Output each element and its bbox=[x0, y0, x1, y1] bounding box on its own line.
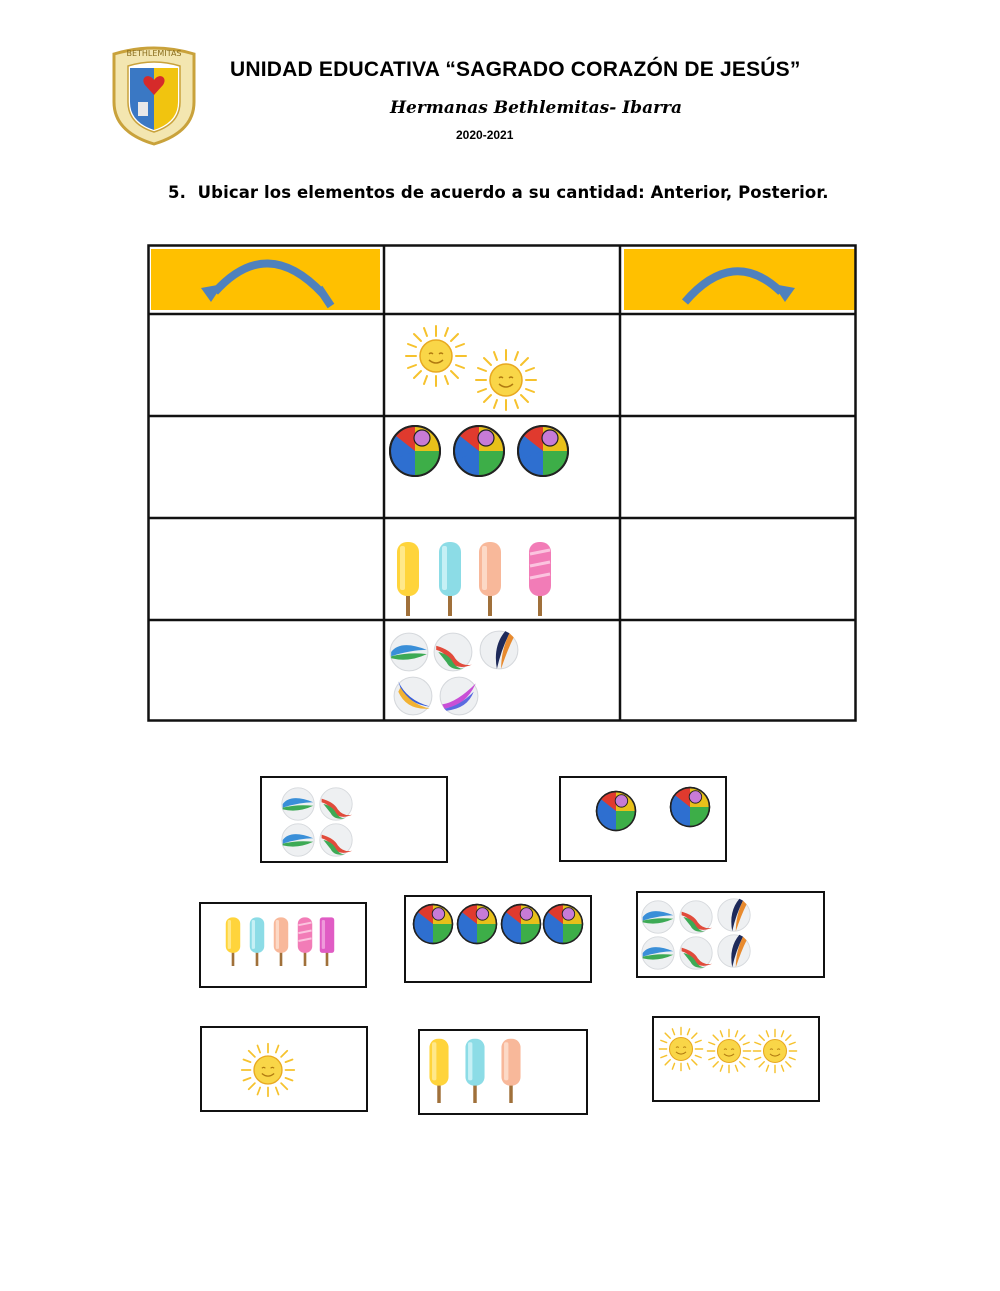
header-anterior-cell bbox=[151, 249, 380, 310]
school-title: UNIDAD EDUCATIVA “SAGRADO CORAZÓN DE JESÚS” bbox=[230, 58, 801, 81]
header-reference-cell bbox=[386, 249, 620, 310]
card-sun-1[interactable] bbox=[200, 1026, 368, 1112]
instruction-number: 5. bbox=[168, 183, 186, 202]
drop-posterior-row-1[interactable] bbox=[622, 316, 854, 414]
card-balls-4[interactable] bbox=[404, 895, 592, 983]
reference-suns bbox=[386, 316, 618, 414]
beach-balls-icon bbox=[561, 778, 724, 859]
drop-anterior-row-1[interactable] bbox=[150, 316, 382, 414]
drop-anterior-row-4[interactable] bbox=[150, 622, 382, 720]
school-subtitle: Hermanas Bethlemitas- Ibarra bbox=[390, 98, 683, 118]
drop-posterior-row-2[interactable] bbox=[622, 418, 854, 516]
card-marbles-4[interactable] bbox=[260, 776, 448, 863]
drop-posterior-row-3[interactable] bbox=[622, 520, 854, 618]
drop-posterior-row-4[interactable] bbox=[622, 622, 854, 720]
sun-icon bbox=[202, 1028, 365, 1109]
marbles-icon bbox=[638, 893, 822, 975]
beach-balls-icon bbox=[406, 897, 589, 980]
header-posterior-cell bbox=[624, 249, 855, 310]
card-popsicles-3[interactable] bbox=[418, 1029, 588, 1115]
popsicles-icon bbox=[201, 904, 364, 985]
card-marbles-6[interactable] bbox=[636, 891, 825, 978]
school-logo bbox=[108, 44, 200, 146]
reference-balls bbox=[386, 418, 618, 516]
card-balls-2[interactable] bbox=[559, 776, 727, 862]
instruction-text: Ubicar los elementos de acuerdo a su cantidad: Anterior, Posterior. bbox=[197, 183, 829, 202]
drop-anterior-row-2[interactable] bbox=[150, 418, 382, 516]
card-popsicles-5[interactable] bbox=[199, 902, 367, 988]
svg-text:BETHLEMITAS: BETHLEMITAS bbox=[126, 49, 182, 58]
instruction bbox=[168, 183, 829, 202]
card-suns-3[interactable] bbox=[652, 1016, 820, 1102]
popsicles-icon bbox=[420, 1031, 585, 1112]
marbles-icon bbox=[262, 778, 445, 860]
drop-anterior-row-3[interactable] bbox=[150, 520, 382, 618]
suns-icon bbox=[654, 1018, 817, 1099]
reference-popsicles bbox=[386, 520, 618, 618]
reference-marbles bbox=[386, 622, 618, 720]
school-year: 2020-2021 bbox=[456, 128, 514, 142]
